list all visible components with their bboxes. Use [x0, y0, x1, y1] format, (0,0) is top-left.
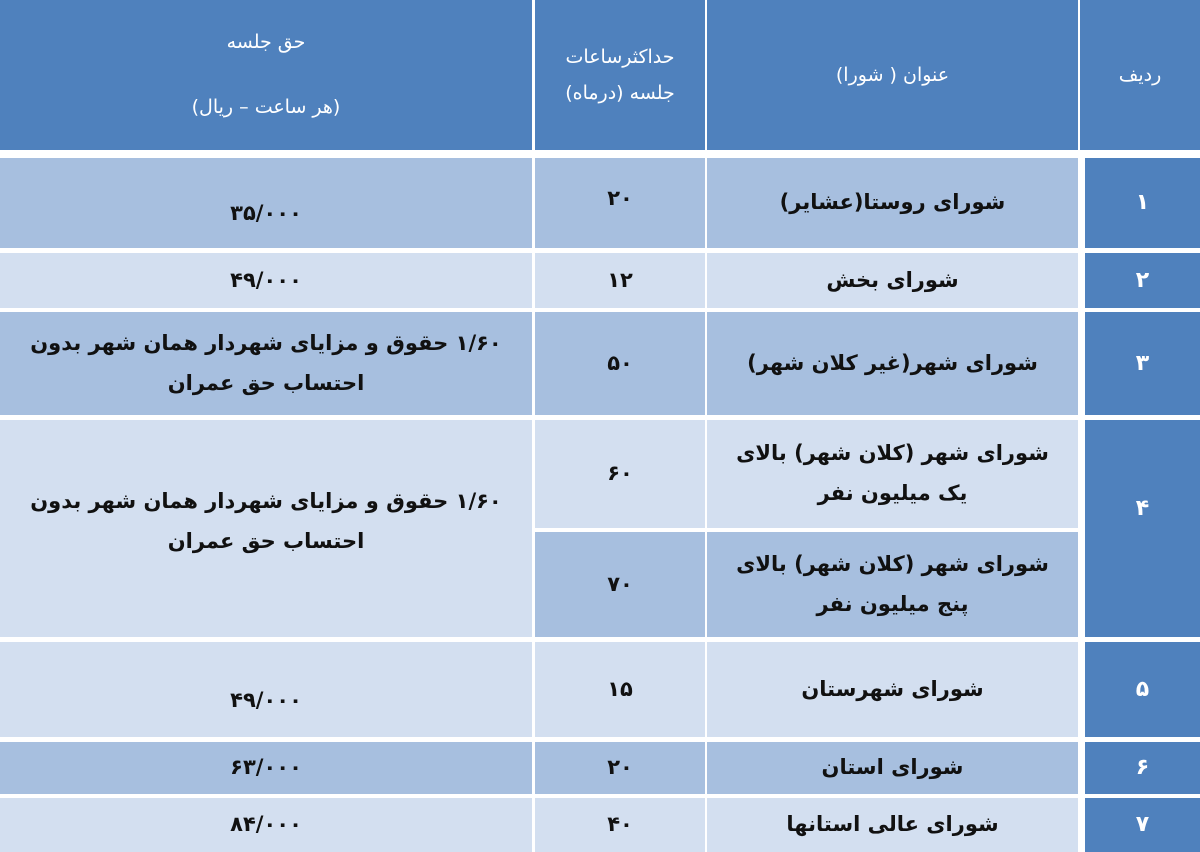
row-3-index: ۳ [1085, 312, 1200, 415]
row-4a-hours: ۶۰ [535, 420, 705, 528]
row-4-fee-line1: ۱/۶۰ حقوق و مزایای شهردار همان شهر بدون [30, 489, 502, 513]
row-5-hours: ۱۵ [535, 642, 705, 737]
row-4-index: ۴ [1085, 420, 1200, 637]
header-row-number: ردیف [1080, 0, 1200, 150]
row-6-index: ۶ [1085, 742, 1200, 794]
row-4a-title-line2: یک میلیون نفر [817, 481, 968, 505]
header-max-hours-line2: جلسه (درماه) [565, 82, 675, 104]
row-6-fee: ۶۳/۰۰۰ [0, 742, 532, 794]
row-2-index: ۲ [1085, 253, 1200, 308]
row-4b-title-line1: شورای شهر (کلان شهر) بالای [736, 551, 1049, 576]
header-max-hours-line1: حداکثرساعات [565, 45, 675, 68]
header-title: عنوان ( شورا) [707, 0, 1078, 150]
row-3-hours: ۵۰ [535, 312, 705, 415]
row-5-fee: ۴۹/۰۰۰ [0, 642, 532, 737]
row-6-title: شورای استان [707, 742, 1078, 794]
row-1-fee: ۳۵/۰۰۰ [0, 158, 532, 248]
row-5-title: شورای شهرستان [707, 642, 1078, 737]
row-5-index: ۵ [1085, 642, 1200, 737]
row-3-fee-line2: احتساب حق عمران [167, 370, 365, 395]
row-3-fee-line1: ۱/۶۰ حقوق و مزایای شهردار همان شهر بدون [30, 330, 502, 355]
row-7-fee: ۸۴/۰۰۰ [0, 798, 532, 852]
row-2-fee: ۴۹/۰۰۰ [0, 253, 532, 308]
row-4-fee-line2: احتساب حق عمران [167, 528, 365, 553]
row-7-title: شورای عالی استانها [707, 798, 1078, 852]
row-4b-title-line2: پنج میلیون نفر [816, 591, 969, 616]
row-1-index: ۱ [1085, 158, 1200, 248]
header-fee-line2: (هر ساعت – ریال) [191, 96, 341, 119]
row-7-index: ۷ [1085, 798, 1200, 852]
row-3-title: شورای شهر(غیر کلان شهر) [707, 312, 1078, 415]
header-fee-line1: حق جلسه [226, 31, 306, 54]
row-3-fee [0, 312, 532, 415]
header-fee [0, 0, 532, 150]
row-4a-title [707, 420, 1078, 528]
row-4-fee [0, 420, 532, 637]
row-7-hours: ۴۰ [535, 798, 705, 852]
row-4b-hours: ۷۰ [535, 532, 705, 637]
row-1-hours: ۲۰ [535, 158, 705, 248]
row-6-hours: ۲۰ [535, 742, 705, 794]
header-max-hours [535, 0, 705, 150]
row-4b-title [707, 532, 1078, 637]
row-2-hours: ۱۲ [535, 253, 705, 308]
row-1-title: شورای روستا(عشایر) [707, 158, 1078, 248]
row-2-title: شورای بخش [707, 253, 1078, 308]
row-4a-title-line1: شورای شهر (کلان شهر) بالای [736, 441, 1049, 466]
